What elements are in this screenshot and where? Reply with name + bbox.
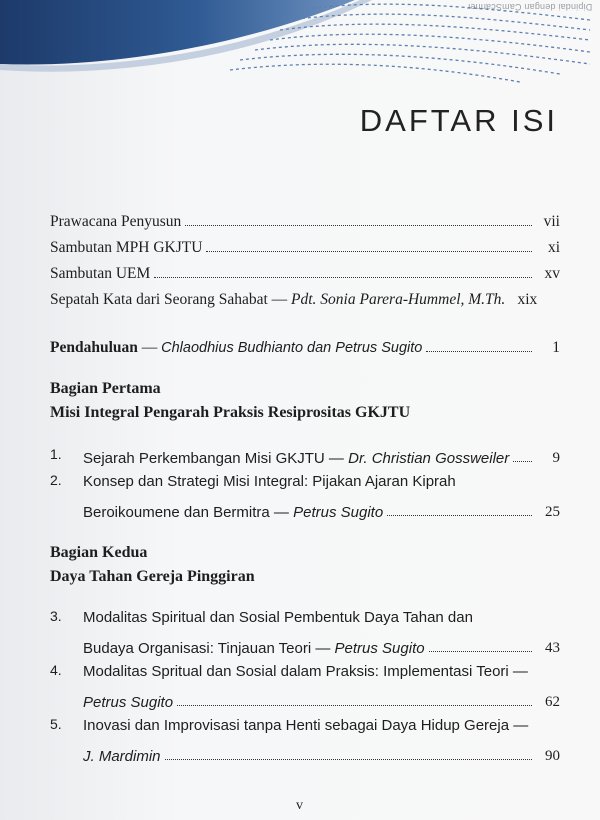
chapter-title-line: Konsep dan Strategi Misi Integral: Pijakan Ajaran Kiprah xyxy=(83,473,456,490)
dot-leader xyxy=(206,250,532,252)
toc-entry[interactable] xyxy=(50,257,560,283)
table-of-contents xyxy=(50,205,560,765)
chapter-author: Dr. Christian Gossweiler xyxy=(348,450,510,467)
toc-page-number: 43 xyxy=(545,640,560,656)
chapter-title xyxy=(83,640,425,657)
chapter-number: 5. xyxy=(50,716,62,732)
chapter-author: Petrus Sugito xyxy=(293,504,384,521)
part-subheading: Daya Tahan Gereja Pinggiran xyxy=(50,568,255,585)
chapter-line xyxy=(83,441,560,467)
dot-leader xyxy=(165,758,532,760)
dot-leader xyxy=(154,276,532,278)
toc-entry-title xyxy=(50,291,505,309)
toc-entry-title xyxy=(50,339,422,357)
introduction-separator: — xyxy=(137,339,162,356)
dot-leader xyxy=(185,224,532,226)
footer-page-number: v xyxy=(296,798,303,813)
toc-page-number: xix xyxy=(517,291,538,308)
chapter-number: 1. xyxy=(50,446,62,462)
dot-leader xyxy=(177,704,532,706)
chapter-number: 3. xyxy=(50,608,62,624)
chapter-title-text: Budaya Organisasi: Tinjauan Teori — xyxy=(83,640,335,657)
part-heading: Bagian Pertama xyxy=(50,380,161,397)
page-title: DAFTAR ISI xyxy=(359,102,558,138)
toc-entry[interactable] xyxy=(50,205,560,231)
chapter-title-text: Sejarah Perkembangan Misi GKJTU — xyxy=(83,450,349,467)
chapter-entry[interactable] xyxy=(50,711,560,765)
dot-leader xyxy=(387,514,532,516)
chapter-line xyxy=(83,493,560,521)
toc-page-number: 62 xyxy=(545,694,560,710)
toc-entry-title: Sambutan UEM xyxy=(50,265,151,282)
toc-entry-text: Sepatah Kata dari Seorang Sahabat — xyxy=(50,291,292,308)
chapter-line xyxy=(83,737,560,765)
chapter-title-text: Beroikoumene dan Bermitra — xyxy=(83,504,294,521)
toc-entry[interactable] xyxy=(50,231,560,257)
dot-leader xyxy=(513,460,532,462)
chapter-line xyxy=(83,683,560,711)
toc-page-number: 90 xyxy=(545,748,560,764)
chapter-number: 4. xyxy=(50,662,62,678)
chapter-entry[interactable] xyxy=(50,657,560,711)
introduction-label: Pendahuluan xyxy=(50,339,138,356)
dot-leader xyxy=(426,350,532,352)
chapter-author: Petrus Sugito xyxy=(334,640,425,657)
chapter-title xyxy=(83,504,383,521)
scanner-watermark: Dipindai dengan CamScanner xyxy=(466,2,592,12)
chapter-title-line: Modalitas Spritual dan Sosial dalam Praksis: Implementasi Teori — xyxy=(83,663,528,680)
chapter-title-line: Modalitas Spiritual dan Sosial Pembentuk Daya Tahan dan xyxy=(83,609,473,626)
toc-entry-author: Pdt. Sonia Parera-Hummel, M.Th. xyxy=(291,291,506,308)
dot-leader xyxy=(429,650,532,652)
chapter-entry[interactable] xyxy=(50,441,560,467)
chapter-entry[interactable] xyxy=(50,603,560,657)
toc-page-number: xv xyxy=(544,265,560,282)
toc-entry-title: Prawacana Penyusun xyxy=(50,213,182,230)
part-heading: Bagian Kedua xyxy=(50,544,148,561)
toc-page-number: 9 xyxy=(552,450,560,466)
part-subheading: Misi Integral Pengarah Praksis Resiprositas GKJTU xyxy=(50,404,411,421)
chapter-number: 2. xyxy=(50,472,62,488)
toc-page-number: xi xyxy=(547,239,560,256)
toc-page-number: vii xyxy=(543,213,560,230)
chapter-author: Petrus Sugito xyxy=(83,694,174,711)
toc-entry-title: Sambutan MPH GKJTU xyxy=(50,239,203,256)
toc-entry-introduction[interactable] xyxy=(50,331,560,357)
chapter-title xyxy=(83,450,509,467)
chapter-author: J. Mardimin xyxy=(83,748,161,765)
chapter-entry[interactable] xyxy=(50,467,560,521)
bleed-through-texture xyxy=(34,120,554,210)
introduction-author: Chlaodhius Budhianto dan Petrus Sugito xyxy=(161,340,423,356)
toc-entry[interactable] xyxy=(50,283,560,309)
chapter-title-line: Inovasi dan Improvisasi tanpa Henti sebagai Daya Hidup Gereja — xyxy=(83,717,529,734)
toc-page-number: 1 xyxy=(552,339,560,356)
toc-page-number: 25 xyxy=(545,504,560,520)
chapter-line xyxy=(83,629,560,657)
